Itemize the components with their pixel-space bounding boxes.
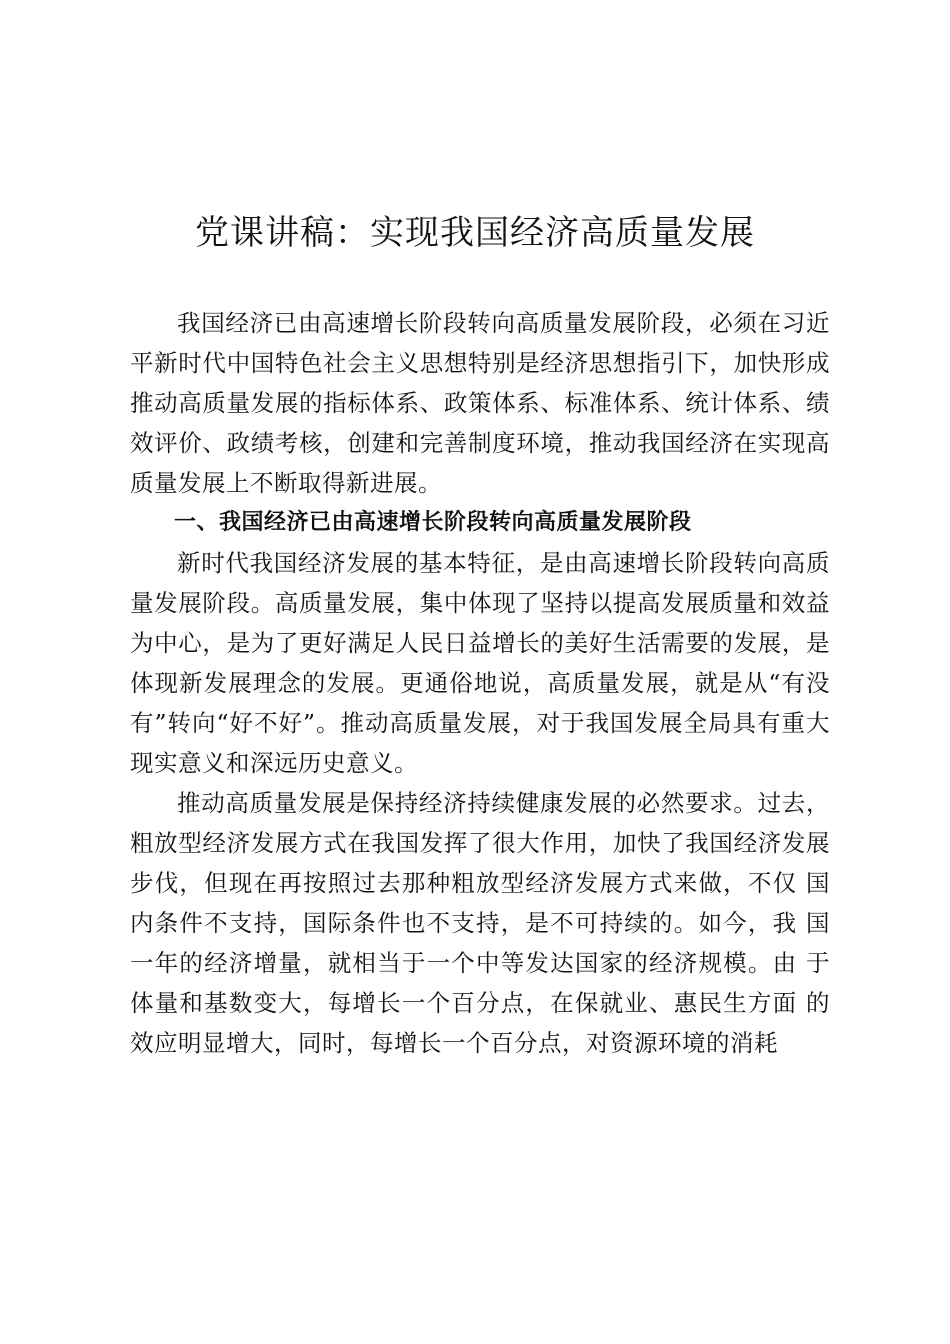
intro-paragraph: 我国经济已由高速增长阶段转向高质量发展阶段，必须在习近平新时代中国特色社会主义思想特别是经济思想指引下，加快形成推动高质量发展的指标体系、政策体系、标准体系、统计体系、绩效评价、政绩考核，创建和完善制度环境，推动我国经济在实现高质量发展上不断取得新进展。 [130,309,830,497]
section-paragraph: 推动高质量发展是保持经济持续健康发展的必然要求。过去，粗放型经济发展方式在我国发挥了很大作用，加快了我国经济发展步伐，但现在再按照过去那种粗放型经济发展方式来做，不仅 国内条件不支持，国际条件也不支持，是不可持续的。如今，我 国一年的经济增量，就相当于一个中等发达国家的经济规模。由 于体量和基数变大，每增长一个百分点，在保就业、惠民生方面 的效应明显增大，同时，每增长一个百分点，对资源环境的消耗 [130,789,830,1057]
document-title: 党课讲稿：实现我国经济高质量发展 [195,213,755,253]
section-paragraph: 新时代我国经济发展的基本特征，是由高速增长阶段转向高质量发展阶段。高质量发展，集中体现了坚持以提高发展质量和效益为中心，是为了更好满足人民日益增长的美好生活需要的发展，是体现新发展理念的发展。更通俗地说，高质量发展，就是从“有没有”转向“好不好”。推动高质量发展，对于我国发展全局具有重大现实意义和深远历史意义。 [130,549,830,777]
document-body [130,303,830,1063]
section-heading: 一、我国经济已由高速增长阶段转向高质量发展阶段 [174,510,692,535]
